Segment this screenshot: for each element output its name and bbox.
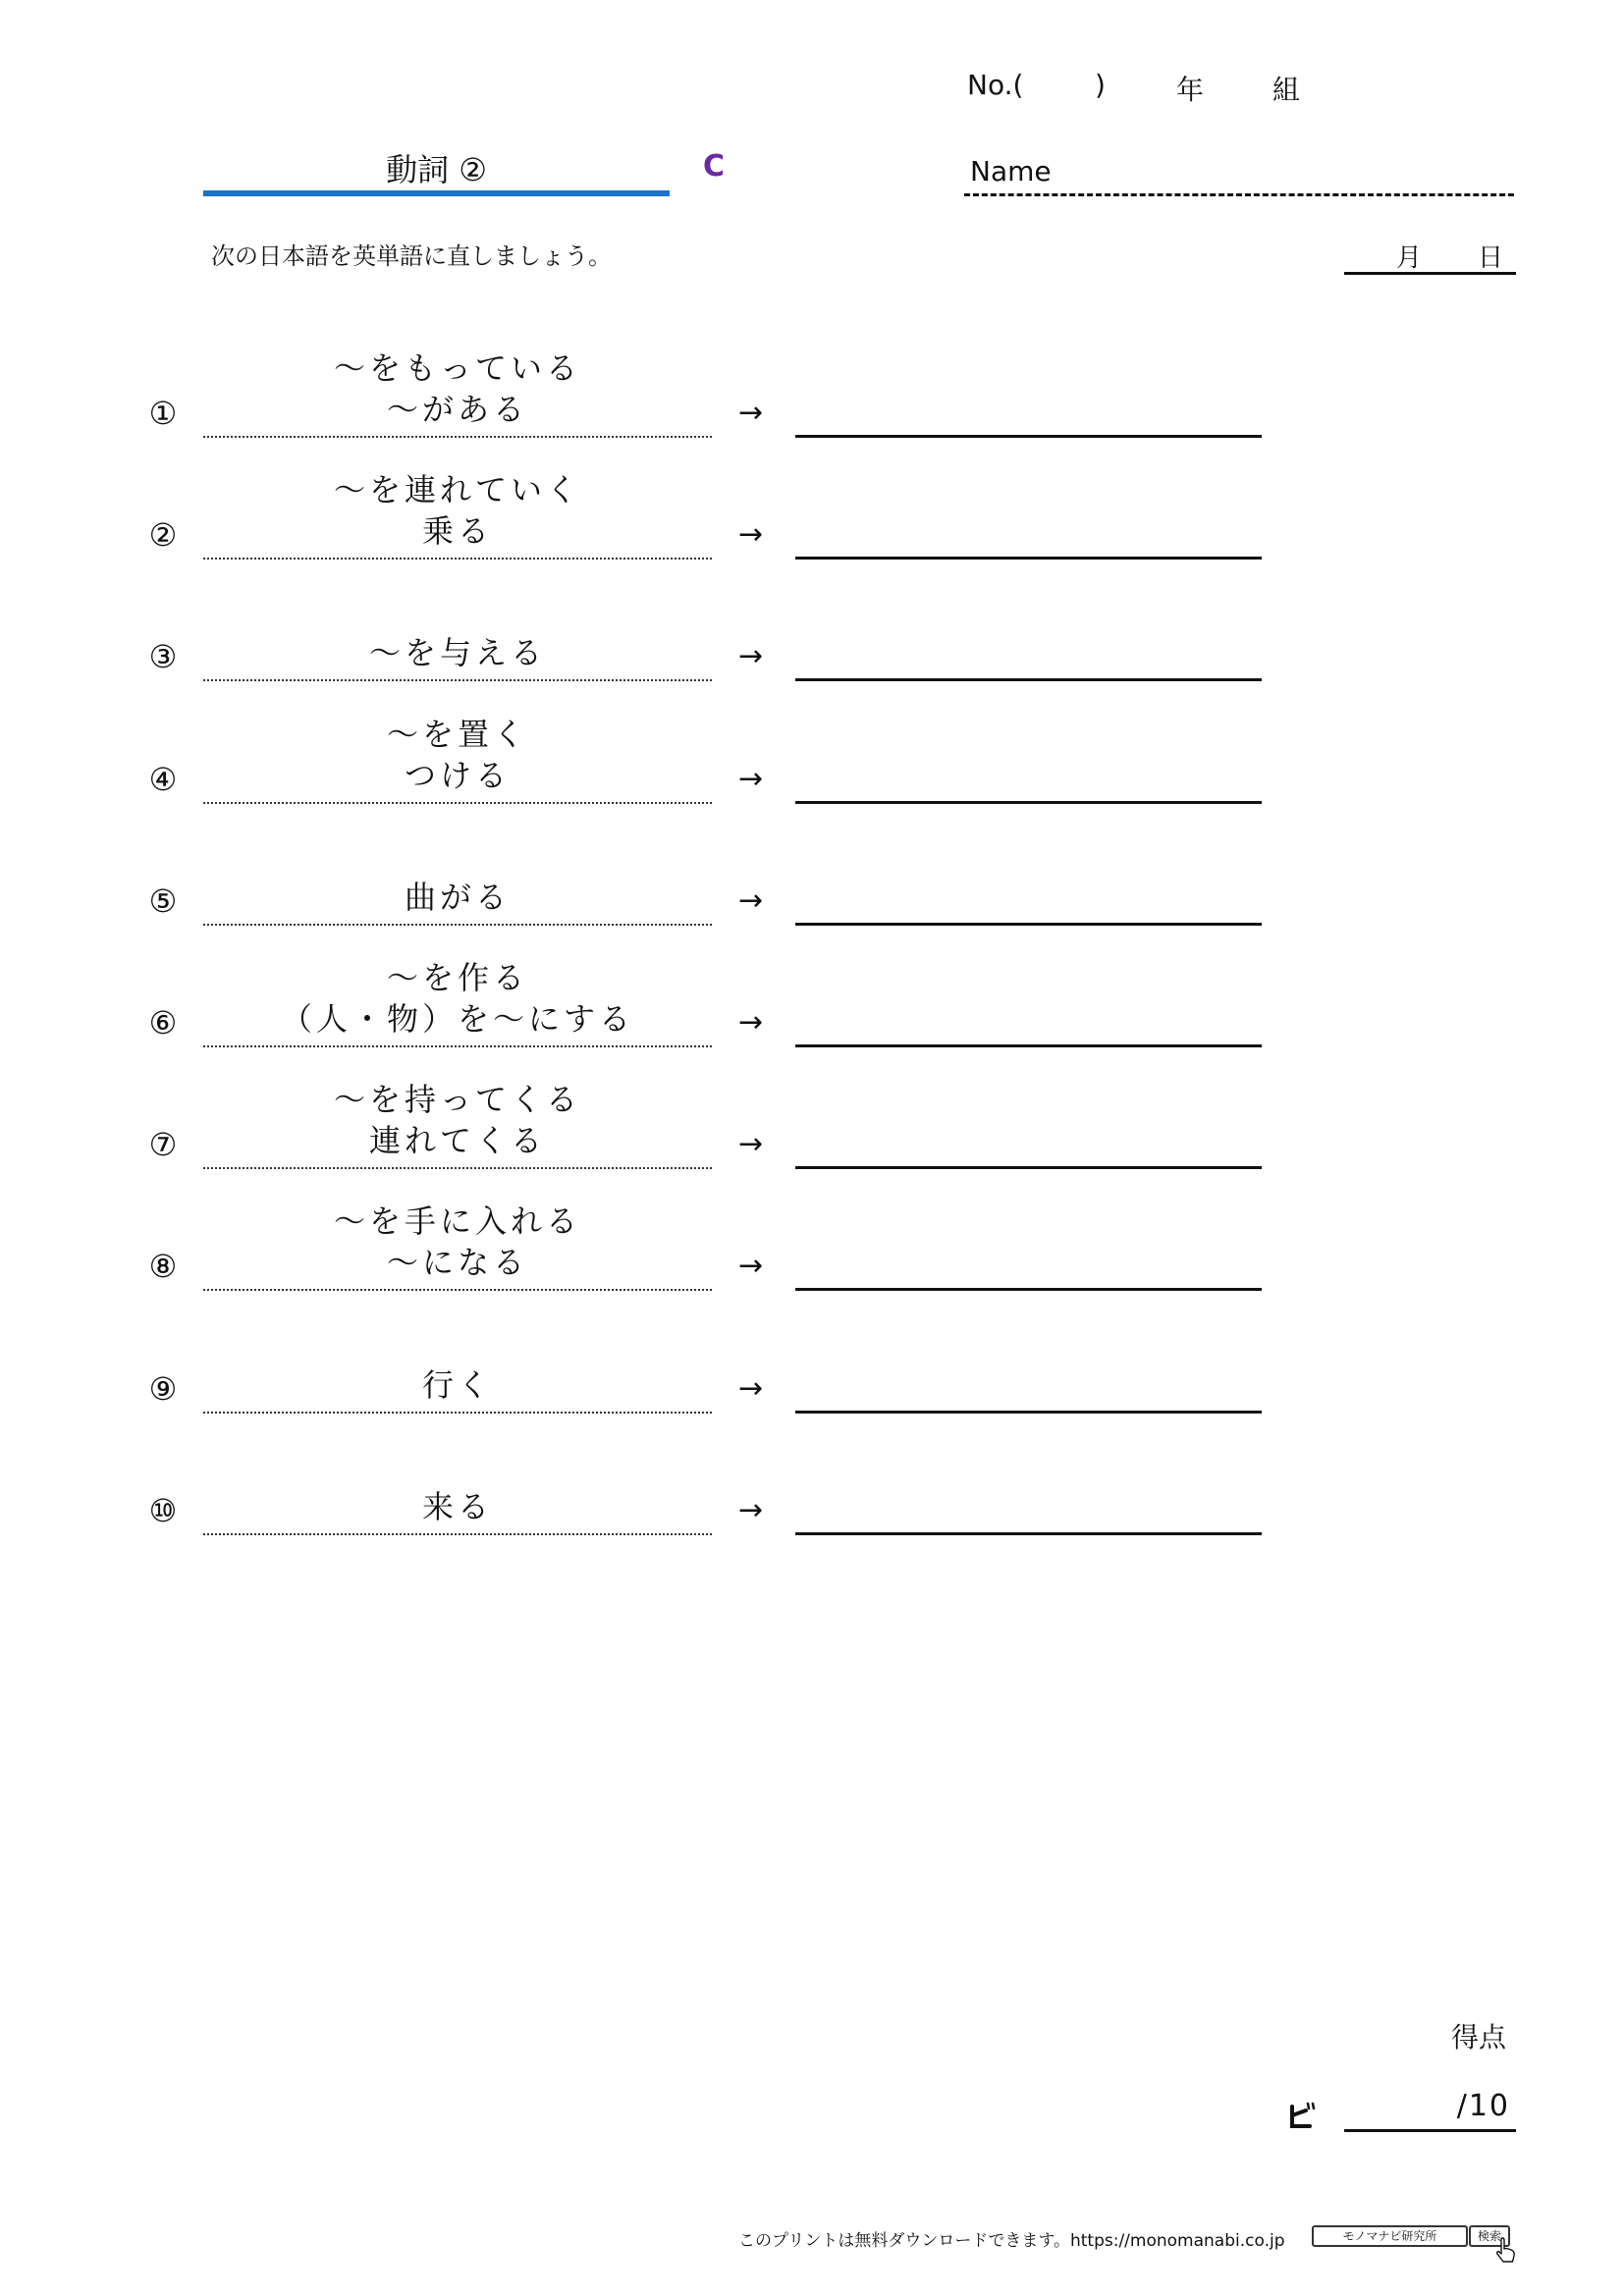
japanese-prompt <box>203 1201 712 1283</box>
japanese-prompt <box>203 1364 712 1406</box>
footer-text: このプリントは無料ダウンロードできます。https://monomanabi.co.jp <box>738 2231 1285 2251</box>
answer-line[interactable] <box>795 435 1262 438</box>
no-close: ) <box>1095 69 1106 101</box>
question-row <box>0 939 1624 1047</box>
arrow-icon: → <box>738 762 764 796</box>
japanese-prompt <box>203 957 712 1040</box>
arrow-icon: → <box>738 1005 764 1040</box>
question-number: ⑩ <box>148 1492 178 1529</box>
question-row <box>0 330 1624 438</box>
arrow-icon: → <box>738 396 764 430</box>
arrow-icon: → <box>738 1249 764 1283</box>
japanese-prompt <box>203 347 712 430</box>
answer-line[interactable] <box>795 1288 1262 1291</box>
month-label: 月 <box>1396 243 1423 273</box>
prompt-dotted-line <box>203 1412 712 1414</box>
japanese-prompt-line: ～になる <box>386 1244 528 1281</box>
arrow-icon: → <box>738 1493 764 1527</box>
answer-line[interactable] <box>795 557 1262 560</box>
japanese-prompt-line: ～を持ってくる <box>333 1081 581 1118</box>
japanese-prompt-line: ～を与える <box>368 634 546 671</box>
japanese-prompt <box>203 877 712 918</box>
answer-line[interactable] <box>795 678 1262 681</box>
question-row <box>0 1061 1624 1169</box>
prompt-dotted-line <box>203 1167 712 1169</box>
japanese-prompt-line: ～を連れていく <box>333 471 581 508</box>
answer-line[interactable] <box>795 1166 1262 1169</box>
question-row <box>0 1427 1624 1535</box>
search-button[interactable]: 検索 <box>1469 2225 1510 2247</box>
prompt-dotted-line <box>203 802 712 804</box>
year-label: 年 <box>1176 74 1205 106</box>
arrow-icon: → <box>738 1127 764 1161</box>
japanese-prompt-line: ～がある <box>386 391 528 428</box>
arrow-icon: → <box>738 639 764 673</box>
answer-line[interactable] <box>795 1044 1262 1047</box>
answer-line[interactable] <box>795 923 1262 926</box>
japanese-prompt <box>203 1486 712 1527</box>
name-label: Name <box>970 155 1052 187</box>
answer-line[interactable] <box>795 801 1262 804</box>
score-field[interactable] <box>1344 2085 1516 2132</box>
prompt-dotted-line <box>203 924 712 926</box>
question-number: ① <box>148 395 178 432</box>
prompt-dotted-line <box>203 436 712 438</box>
arrow-icon: → <box>738 1371 764 1406</box>
japanese-prompt-line: （人・物）を～にする <box>280 1000 634 1038</box>
prompt-dotted-line <box>203 1289 712 1291</box>
japanese-prompt-line: ～をもっている <box>333 349 581 387</box>
japanese-prompt-line: 乗る <box>421 512 493 550</box>
japanese-prompt-line: 連れてくる <box>368 1122 546 1159</box>
question-number: ③ <box>148 638 178 675</box>
hand-cursor-icon <box>1494 2236 1518 2266</box>
japanese-prompt-line: つける <box>404 757 511 794</box>
name-field[interactable] <box>964 155 1514 196</box>
worksheet-title-block <box>203 145 670 196</box>
arrow-icon: → <box>738 517 764 552</box>
number-class-line <box>967 69 1321 108</box>
score-total: /10 <box>1456 2089 1510 2123</box>
question-row <box>0 1183 1624 1291</box>
monomanabi-logo-icon <box>1286 2101 1316 2130</box>
question-number: ⑤ <box>148 882 178 920</box>
title-underline <box>203 190 670 196</box>
japanese-prompt-line: 曲がる <box>404 879 511 916</box>
japanese-prompt-line: 来る <box>421 1488 493 1525</box>
japanese-prompt-line: ～を作る <box>386 959 528 996</box>
date-field[interactable] <box>1344 238 1516 275</box>
site-name-box[interactable]: モノマナビ研究所 <box>1312 2225 1468 2247</box>
question-row <box>0 1306 1624 1414</box>
class-label: 組 <box>1272 74 1301 106</box>
score-line <box>1344 2129 1516 2132</box>
date-line <box>1344 272 1516 275</box>
prompt-dotted-line <box>203 1045 712 1047</box>
name-line <box>964 193 1514 196</box>
arrow-icon: → <box>738 883 764 918</box>
no-label: No.( <box>967 69 1024 101</box>
score-label: 得点 <box>1451 2021 1507 2054</box>
japanese-prompt-line: ～を手に入れる <box>333 1202 581 1240</box>
day-label: 日 <box>1478 243 1504 273</box>
worksheet-title: 動詞 ② <box>386 151 487 188</box>
japanese-prompt <box>203 632 712 673</box>
question-row <box>0 818 1624 926</box>
japanese-prompt-line: ～を置く <box>386 716 528 753</box>
question-row <box>0 452 1624 560</box>
question-number: ⑧ <box>148 1248 178 1285</box>
question-number: ④ <box>148 761 178 798</box>
level-label: C <box>703 149 726 184</box>
question-row <box>0 573 1624 681</box>
japanese-prompt <box>203 469 712 552</box>
question-row <box>0 696 1624 804</box>
question-number: ⑨ <box>148 1370 178 1408</box>
answer-line[interactable] <box>795 1532 1262 1535</box>
prompt-dotted-line <box>203 679 712 681</box>
japanese-prompt-line: 行く <box>421 1366 493 1404</box>
prompt-dotted-line <box>203 1533 712 1535</box>
prompt-dotted-line <box>203 558 712 560</box>
question-number: ② <box>148 516 178 554</box>
answer-line[interactable] <box>795 1411 1262 1414</box>
japanese-prompt <box>203 714 712 796</box>
question-number: ⑥ <box>148 1004 178 1041</box>
instruction-text: 次の日本語を英単語に直しましょう。 <box>211 242 612 270</box>
japanese-prompt <box>203 1079 712 1161</box>
question-number: ⑦ <box>148 1126 178 1163</box>
